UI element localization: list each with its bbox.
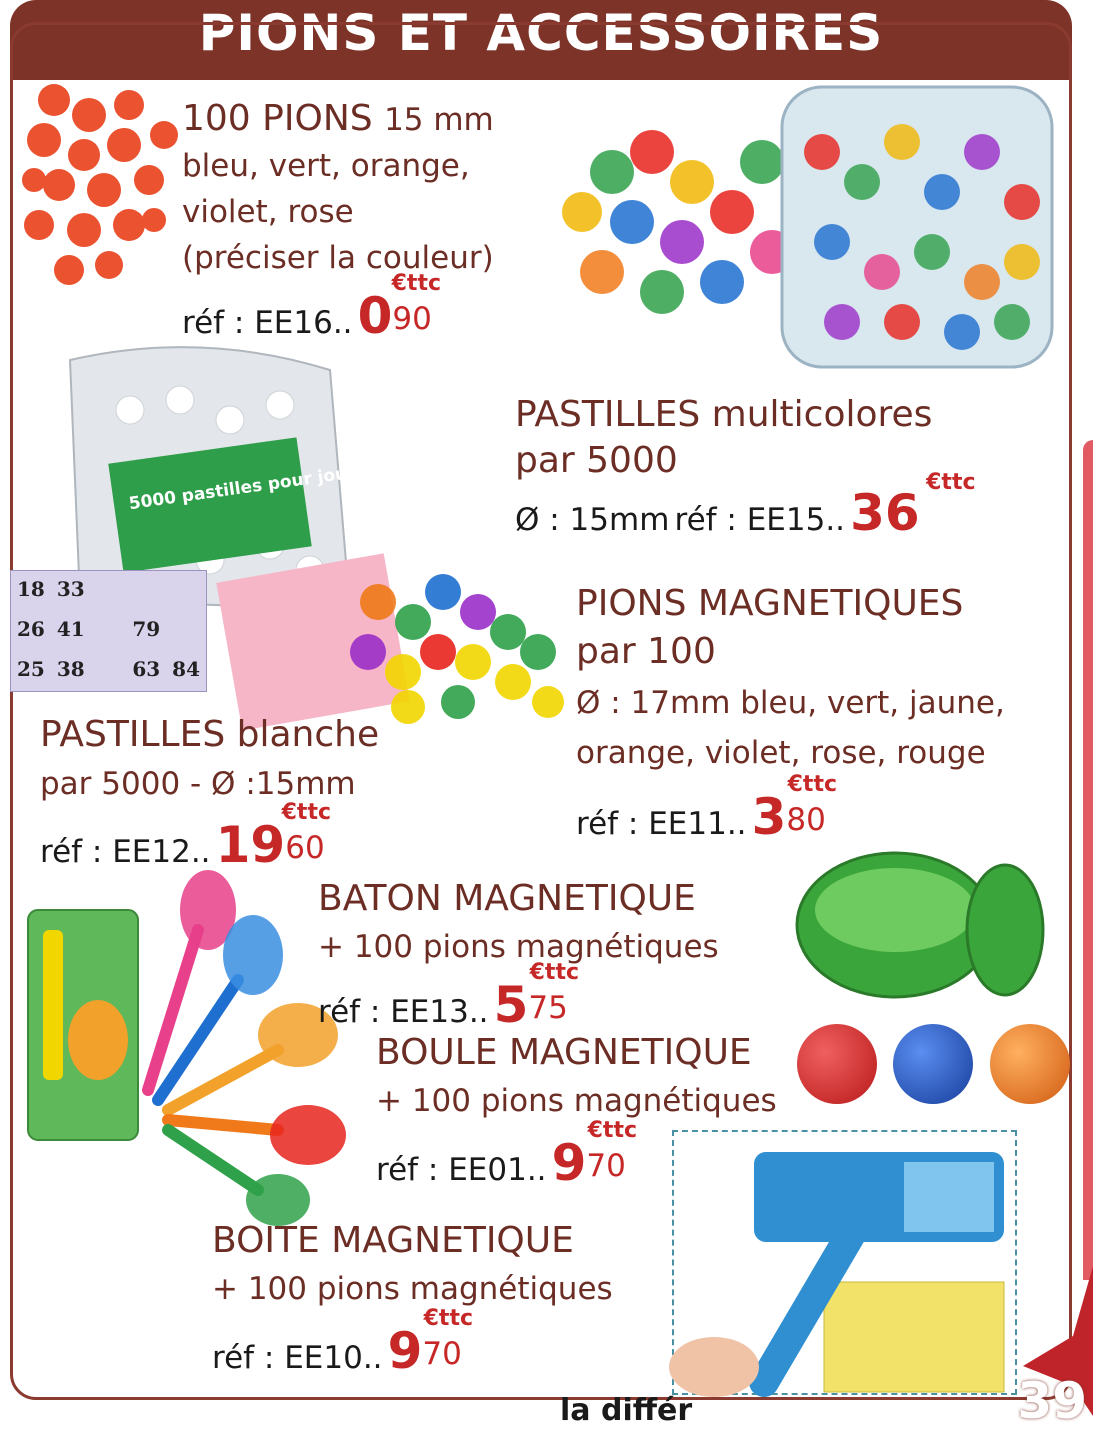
product-description: + 100 pions magnétiques (376, 1083, 777, 1119)
product-ref: réf : EE13.. (318, 994, 489, 1030)
product-name: PIONS MAGNETIQUES (576, 583, 964, 624)
bag-label: 5000 pastilles pour jouer au loto (127, 450, 441, 515)
price-tag: 970 €ttc (387, 1306, 474, 1380)
product-description: + 100 pions magnétiques (212, 1271, 613, 1307)
product-pastilles-multicolores (515, 392, 976, 542)
product-qty: par 100 (576, 631, 716, 672)
price-tag: 090 €ttc (357, 271, 442, 345)
product-description: + 100 pions magnétiques (318, 929, 719, 965)
product-name: PASTILLES blanche (40, 714, 380, 755)
blue-boule-image (893, 1024, 973, 1104)
price-tag: 36 €ttc (850, 470, 976, 542)
product-colors-line1: Ø : 17mm bleu, vert, jaune, (576, 685, 1005, 721)
product-colors-line2: violet, rose (182, 194, 354, 230)
product-ref: réf : EE11.. (576, 806, 747, 842)
product-ref: réf : EE15.. (674, 502, 846, 538)
product-size: 15 mm (384, 102, 494, 138)
product-pions-magnetiques (576, 582, 1005, 846)
green-boite-image (795, 850, 1055, 1000)
magnetic-pions-image (228, 552, 568, 727)
product-ref: réf : EE16.. (182, 305, 353, 341)
product-100-pions (182, 96, 494, 345)
footer-text-fragment: la différ (560, 1393, 693, 1428)
red-boule-image (797, 1024, 877, 1104)
product-note: (préciser la couleur) (182, 240, 494, 276)
product-qty: par 5000 (515, 440, 678, 481)
price-tag: 970 €ttc (551, 1118, 638, 1192)
product-qty: par 5000 - Ø :15mm (40, 766, 356, 802)
orange-boule-image (990, 1024, 1070, 1104)
side-accent-bar (1083, 440, 1093, 1280)
product-diameter: Ø : 15mm (515, 502, 670, 538)
loto-card-image: 18 33 26 41 79 25 38 63 84 (10, 570, 207, 692)
product-ref: réf : EE01.. (376, 1152, 547, 1188)
product-ref: réf : EE12.. (40, 834, 211, 870)
product-name: PASTILLES multicolores (515, 394, 933, 435)
product-ref: réf : EE10.. (212, 1340, 383, 1376)
product-name: 100 PIONS (182, 98, 373, 139)
product-boite-magnetique (212, 1218, 613, 1380)
page-title: PIONS ET ACCESSOIRES (198, 4, 884, 62)
product-colors-line2: orange, violet, rose, rouge (576, 735, 986, 771)
price-tag: 575 €ttc (493, 960, 580, 1034)
product-name: BOULE MAGNETIQUE (376, 1032, 752, 1073)
page-number: 39 (1017, 1372, 1087, 1430)
product-pastilles-blanche (40, 712, 379, 874)
magnetic-wands-image (28, 870, 348, 1230)
product-name: BATON MAGNETIQUE (318, 878, 696, 919)
product-baton-magnetique (318, 876, 719, 1034)
multicolor-pastilles-jar-image (552, 72, 1062, 372)
price-tag: 380 €ttc (751, 772, 838, 846)
product-colors-line1: bleu, vert, orange, (182, 148, 470, 184)
orange-pions-image (14, 80, 189, 300)
price-tag: 1960 €ttc (215, 800, 332, 874)
product-name: BOITE MAGNETIQUE (212, 1220, 574, 1261)
